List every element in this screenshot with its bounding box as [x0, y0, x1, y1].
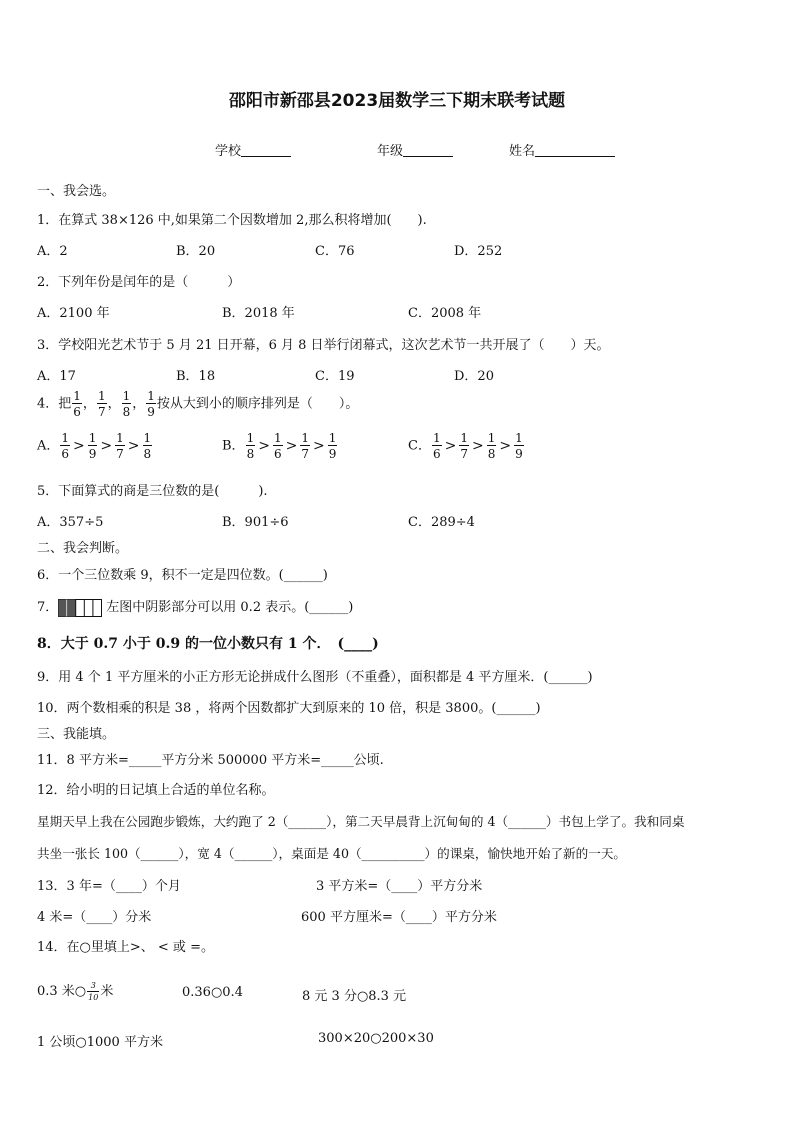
q5-option-c: C．289÷4 [408, 515, 475, 530]
question-13-d: 600 平方厘米=（____）平方分米 [301, 910, 497, 925]
q2-option-c: C．2008 年 [408, 306, 482, 321]
q1-option-c: C．76 [315, 244, 355, 259]
question-14: 14．在○里填上>、 < 或 =。 [37, 940, 214, 955]
name-field [509, 140, 615, 159]
school-blank [241, 142, 291, 157]
q5-option-b: B．901÷6 [222, 515, 289, 530]
q3-option-c: C．19 [315, 369, 355, 384]
question-11: 11．8 平方米=_____平方分米 500000 平方米=_____公顷. [37, 753, 384, 768]
grade-field [377, 140, 453, 159]
question-10: 10．两个数相乘的积是 38 ，将两个因数都扩大到原来的 10 倍，积是 3800。(______) [37, 701, 541, 716]
page-title: 邵阳市新邵县2023届数学三下期末联考试题 [228, 91, 566, 111]
question-7: 7． 左图中阴影部分可以用 0.2 表示。(______) [37, 600, 354, 615]
school-label: 学校 [215, 144, 242, 159]
school-field [215, 140, 291, 159]
question-12-line-2: 共坐一张长 100（______），宽 4（______），桌面是 40（__________）的课桌，愉快地开始了新的一天。 [37, 846, 627, 861]
q2-option-a: A．2100 年 [37, 306, 110, 321]
question-3: 3．学校阳光艺术节于 5 月 21 日开幕，6 月 8 日举行闭幕式，这次艺术节一共开展了（ ）天。 [37, 338, 610, 353]
q2-option-b: B．2018 年 [222, 306, 295, 321]
q14-fraction: $\frac{3}{10}$ [88, 980, 99, 1002]
q4-fraction: $\frac{1}{7}$ [97, 389, 106, 419]
q4-suffix: 按从大到小的顺序排列是（ ）。 [156, 396, 359, 412]
name-label: 姓名 [509, 144, 536, 159]
q1-option-a: A．2 [37, 244, 68, 259]
q4-prefix: 4．把 [37, 396, 72, 412]
shaded-grid-icon [58, 599, 102, 617]
grade-blank [403, 142, 453, 157]
q14-item-e: 300×20○200×30 [318, 1031, 434, 1046]
q3-option-b: B．18 [176, 369, 216, 384]
q14-item-b: 0.36○0.4 [182, 985, 243, 1000]
q14-item-c: 8 元 3 分○8.3 元 [302, 989, 407, 1004]
question-1: 1．在算式 38×126 中,如果第二个因数增加 2,那么积将增加( ). [37, 213, 427, 228]
section-fill: 三、我能填。 [37, 727, 116, 742]
q4-option-c: C． $\frac{1}{6}$ > $\frac{1}{7}$ > $\frac{1}{8}$ > $\frac{1}{9}$ [408, 431, 523, 461]
question-9: 9．用 4 个 1 平方厘米的小正方形无论拼成什么图形（不重叠），面积都是 4 平方厘米．(______) [37, 670, 593, 685]
q1-option-b: B．20 [176, 244, 216, 259]
question-4: 4．把 $\frac{1}{6}$ ， $\frac{1}{7}$ ， $\frac{1}{8}$ ， $\frac{1}{9}$ 按从大到小的顺序排列是（ ）。 [37, 389, 359, 419]
question-6: 6．一个三位数乘 9，积不一定是四位数。(______) [37, 568, 328, 583]
q3-option-d: D．20 [454, 369, 494, 384]
question-13-c: 4 米=（____）分米 [37, 910, 152, 925]
question-12-line-1: 星期天早上我在公园跑步锻炼，大约跑了 2（______），第二天早晨背上沉甸甸的 4（______）书包上学了。我和同桌 [37, 814, 685, 829]
question-13-b: 3 平方米=（____）平方分米 [316, 879, 483, 894]
q5-option-a: A．357÷5 [37, 515, 104, 530]
q4-fraction: $\frac{1}{8}$ [122, 389, 131, 419]
q4-fraction: $\frac{1}{6}$ [73, 389, 81, 419]
question-12: 12．给小明的日记填上合适的单位名称。 [37, 783, 275, 798]
question-5: 5．下面算式的商是三位数的是( ). [37, 484, 268, 499]
question-13-a: 13．3 年=（____）个月 [37, 879, 181, 894]
q14-item-a: 0.3 米○ $\frac{3}{10}$ 米 [37, 980, 114, 1002]
name-blank [535, 142, 615, 157]
q1-option-d: D．252 [454, 244, 503, 259]
grade-label: 年级 [377, 144, 404, 159]
section-judge: 二、我会判断。 [37, 541, 129, 556]
q4-fraction: $\frac{1}{9}$ [147, 389, 155, 419]
question-8: 8．大于 0.7 小于 0.9 的一位小数只有 1 个． (____) [37, 636, 379, 652]
q4-option-a: A． $\frac{1}{6}$ > $\frac{1}{9}$ > $\frac{1}{7}$ > $\frac{1}{8}$ [37, 431, 152, 461]
question-2: 2．下列年份是闰年的是（ ） [37, 275, 241, 290]
q3-option-a: A．17 [37, 369, 76, 384]
q4-option-b: B． $\frac{1}{8}$ > $\frac{1}{6}$ > $\frac{1}{7}$ > $\frac{1}{9}$ [222, 431, 337, 461]
section-choose: 一、我会选。 [37, 184, 116, 199]
q14-item-d: 1 公顷○1000 平方米 [37, 1035, 163, 1050]
